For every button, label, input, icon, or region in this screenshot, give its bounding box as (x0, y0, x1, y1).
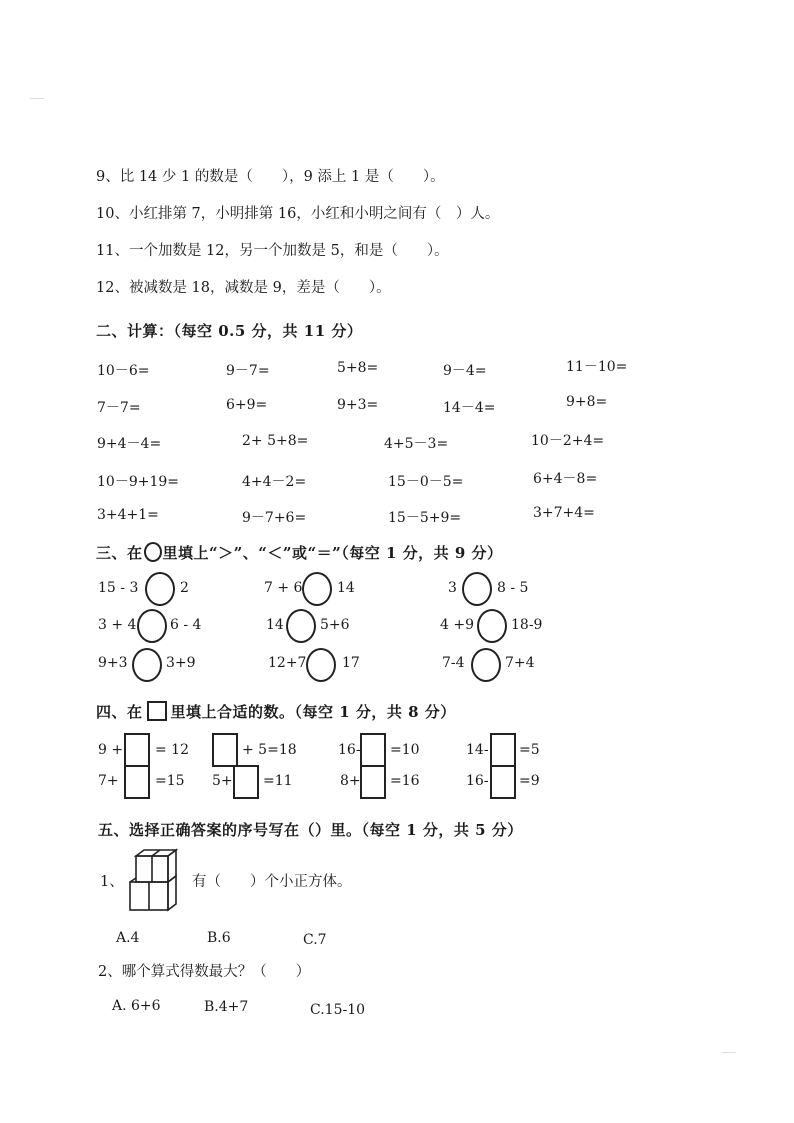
answer-box[interactable] (360, 733, 386, 767)
section-2-title: 二、计算：（每空 0.5 分，共 11 分） (96, 322, 363, 340)
compare-left: 15 - 3 (98, 580, 139, 596)
calc-item: 7－7= (97, 400, 141, 416)
box-right: =11 (263, 773, 293, 789)
question-12: 12、被减数是 18，减数是 9，差是（ ）。 (96, 280, 391, 296)
compare-right: 8 - 5 (497, 580, 529, 596)
compare-circle[interactable] (306, 648, 336, 682)
compare-circle[interactable] (302, 572, 332, 606)
box-left: 16- (338, 742, 361, 758)
compare-right: 14 (337, 580, 355, 596)
compare-left: 7 + 6 (264, 580, 303, 596)
calc-item: 9－7= (226, 363, 270, 379)
calc-item: 15－5+9= (388, 510, 462, 526)
section-5-title: 五、选择正确答案的序号写在（）里。（每空 1 分，共 5 分） (98, 821, 523, 839)
box-left: 7+ (98, 773, 119, 789)
compare-left: 9+3 (98, 655, 128, 671)
calc-item: 9+3= (337, 397, 379, 413)
compare-circle[interactable] (477, 609, 507, 643)
box-right: =9 (519, 773, 540, 789)
choice-2-option-c[interactable]: C.15-10 (310, 1002, 366, 1018)
calc-item: 4+5－3= (384, 436, 449, 452)
box-right: =10 (390, 742, 420, 758)
section-4-title (96, 701, 456, 722)
calc-item: 15－0－5= (388, 474, 464, 490)
answer-box[interactable] (360, 765, 386, 799)
circle-icon (144, 542, 162, 562)
cube-stack-figure (128, 848, 184, 914)
choice-1-option-a[interactable]: A.4 (116, 930, 140, 946)
calc-item: 6+4－8= (533, 471, 598, 487)
compare-right: 7+4 (505, 655, 535, 671)
compare-right: 3+9 (166, 655, 196, 671)
question-9: 9、比 14 少 1 的数是（ ），9 添上 1 是（ ）。 (96, 169, 445, 185)
compare-left: 7-4 (442, 655, 465, 671)
compare-left: 12+7 (268, 655, 307, 671)
choice-1-option-b[interactable]: B.6 (207, 930, 231, 946)
box-right: + 5=18 (242, 742, 297, 758)
calc-item: 3+7+4= (533, 505, 595, 521)
question-10: 10、小红排第 7，小明排第 16，小红和小明之间有（ ）人。 (96, 206, 500, 222)
section-4-title-suffix: 里填上合适的数。（每空 1 分，共 8 分） (170, 703, 456, 721)
compare-right: 2 (180, 580, 189, 596)
compare-right: 6 - 4 (170, 617, 202, 633)
calc-item: 6+9= (226, 397, 268, 413)
calc-item: 9－7+6= (242, 510, 307, 526)
answer-box[interactable] (490, 765, 516, 799)
box-icon (147, 701, 167, 721)
choice-2-text: 2、哪个算式得数最大？（ ） (98, 964, 311, 980)
choice-1-text: 有（ ）个小正方体。 (192, 874, 352, 890)
box-left: 9 + (98, 742, 124, 758)
calc-item: 4+4－2= (242, 474, 307, 490)
calc-item: 10－9+19= (97, 474, 179, 490)
box-left: 16- (466, 773, 489, 789)
box-left: 8+ (340, 773, 361, 789)
scan-mark (30, 98, 44, 99)
calc-item: 14－4= (443, 400, 496, 416)
calc-item: 9+8= (566, 394, 608, 410)
compare-left: 3 (448, 580, 457, 596)
section-3-title-prefix: 三、在 (96, 544, 143, 562)
compare-circle[interactable] (286, 609, 316, 643)
compare-circle[interactable] (132, 648, 162, 682)
section-3-title-suffix: 里填上“＞”、“＜”或“＝”（每空 1 分，共 9 分） (162, 544, 503, 562)
calc-item: 9－4= (443, 363, 487, 379)
compare-circle[interactable] (462, 572, 492, 606)
compare-left: 4 +9 (440, 617, 474, 633)
box-right: =5 (519, 742, 540, 758)
box-right: = 12 (155, 742, 189, 758)
choice-2-option-a[interactable]: A. 6+6 (112, 998, 161, 1014)
compare-circle[interactable] (137, 609, 167, 643)
section-4-title-prefix: 四、在 (96, 703, 143, 721)
calc-item: 10－2+4= (531, 433, 605, 449)
compare-left: 3 + 4 (98, 617, 137, 633)
box-left: 5+ (212, 773, 233, 789)
calc-item: 9+4－4= (97, 436, 162, 452)
section-3-title (96, 542, 503, 563)
calc-item: 11－10= (566, 359, 628, 375)
compare-circle[interactable] (145, 572, 175, 606)
answer-box[interactable] (212, 733, 238, 767)
compare-right: 5+6 (320, 617, 350, 633)
calc-item: 3+4+1= (97, 507, 159, 523)
calc-item: 10－6= (97, 363, 150, 379)
box-right: =15 (155, 773, 185, 789)
answer-box[interactable] (124, 765, 150, 799)
compare-circle[interactable] (471, 648, 501, 682)
choice-2-option-b[interactable]: B.4+7 (204, 999, 249, 1015)
choice-1-number: 1、 (100, 874, 124, 890)
calc-item: 5+8= (337, 360, 379, 376)
box-left: 14- (466, 742, 489, 758)
compare-right: 18-9 (511, 617, 543, 633)
answer-box[interactable] (233, 765, 259, 799)
box-right: =16 (390, 773, 420, 789)
compare-right: 17 (342, 655, 360, 671)
question-11: 11、一个加数是 12，另一个加数是 5，和是（ ）。 (96, 243, 449, 259)
choice-1-option-c[interactable]: C.7 (303, 932, 327, 948)
calc-item: 2+ 5+8= (242, 433, 309, 449)
scan-mark (722, 1052, 736, 1053)
answer-box[interactable] (124, 733, 150, 767)
compare-left: 14 (266, 617, 284, 633)
answer-box[interactable] (490, 733, 516, 767)
